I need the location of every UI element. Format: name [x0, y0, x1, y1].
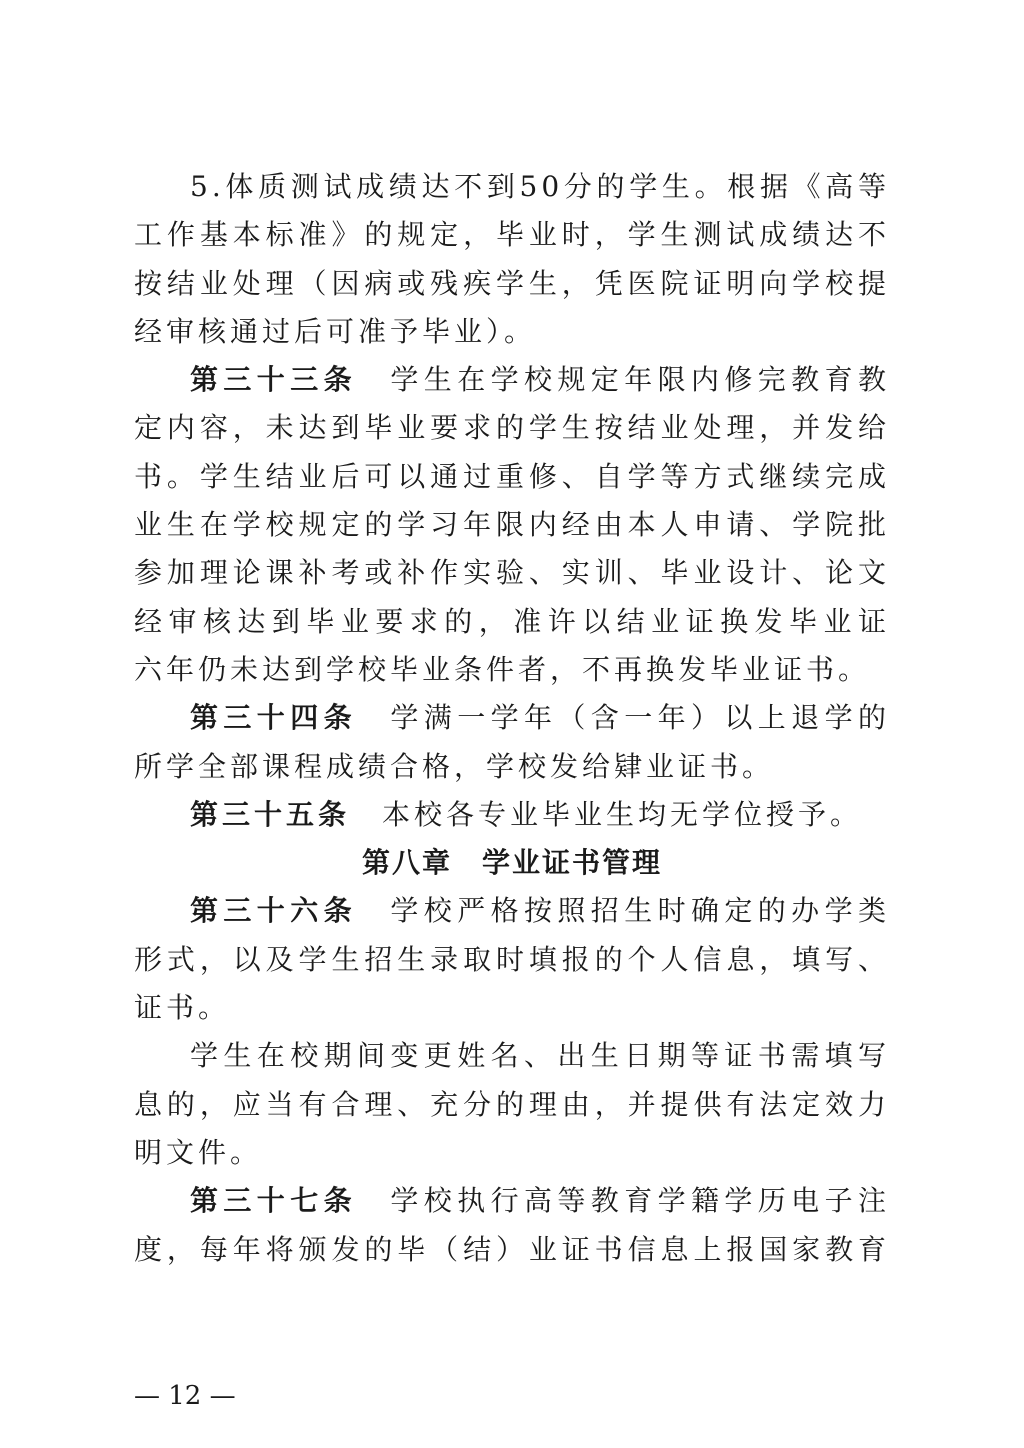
text-line: 业生在学校规定的学习年限内经由本人申请、学院批	[134, 508, 890, 542]
text-line: 书。学生结业后可以通过重修、自学等方式继续完成	[134, 459, 890, 493]
article-36	[134, 887, 890, 1032]
article-33	[134, 356, 890, 694]
text-line	[134, 1177, 890, 1225]
text-line: 参加理论课补考或补作实验、实训、毕业设计、论文	[134, 556, 890, 590]
article-text: 学校执行高等教育学籍学历电子注	[390, 1184, 890, 1218]
article-35	[134, 791, 890, 839]
text-line: 学生在校期间变更姓名、出生日期等证书需填写	[190, 1039, 890, 1073]
article-37	[134, 1177, 890, 1274]
article-text: 学满一学年（含一年）以上退学的	[390, 701, 890, 735]
paragraph	[134, 163, 890, 356]
document-body	[134, 163, 890, 1274]
text-line	[134, 356, 890, 404]
text-line: 明文件。	[134, 1135, 263, 1169]
article-number: 第三十六条	[190, 894, 357, 928]
text-line: 5.体质测试成绩达不到50分的学生。根据《高等	[190, 170, 890, 203]
text-line: 按结业处理（因病或残疾学生，凭医院证明向学校提	[134, 266, 890, 300]
text-line: 度，每年将颁发的毕（结）业证书信息上报国家教育	[134, 1232, 890, 1266]
article-number: 第三十七条	[190, 1184, 357, 1218]
article-number: 第三十五条	[190, 797, 351, 831]
text-line: 形式，以及学生招生录取时填报的个人信息，填写、	[134, 942, 890, 976]
text-line: 经审核达到毕业要求的，准许以结业证换发毕业证	[134, 604, 890, 638]
paragraph	[134, 1032, 890, 1177]
text-line: 定内容，未达到毕业要求的学生按结业处理，并发给	[134, 411, 890, 445]
text-line: 工作基本标准》的规定，毕业时，学生测试成绩达不	[134, 218, 890, 252]
article-34	[134, 694, 890, 791]
article-text: 本校各专业毕业生均无学位授予。	[382, 797, 863, 831]
text-line	[134, 694, 890, 742]
chapter-heading: 第八章 学业证书管理	[361, 846, 662, 880]
text-line: 所学全部课程成绩合格，学校发给肄业证书。	[134, 749, 775, 783]
text-line	[134, 887, 890, 935]
text-line: 证书。	[134, 991, 231, 1025]
page-number: — 12 —	[134, 1381, 236, 1411]
text-line: 经审核通过后可准予毕业）。	[134, 314, 537, 348]
text-line: 息的，应当有合理、充分的理由，并提供有法定效力	[134, 1087, 890, 1121]
text-line	[134, 791, 890, 839]
article-number: 第三十三条	[190, 363, 357, 397]
article-number: 第三十四条	[190, 701, 357, 735]
text-line: 六年仍未达到学校毕业条件者，不再换发毕业证书。	[134, 652, 871, 686]
article-text: 学校严格按照招生时确定的办学类	[390, 894, 890, 928]
article-text: 学生在学校规定年限内修完教育教	[390, 363, 890, 397]
